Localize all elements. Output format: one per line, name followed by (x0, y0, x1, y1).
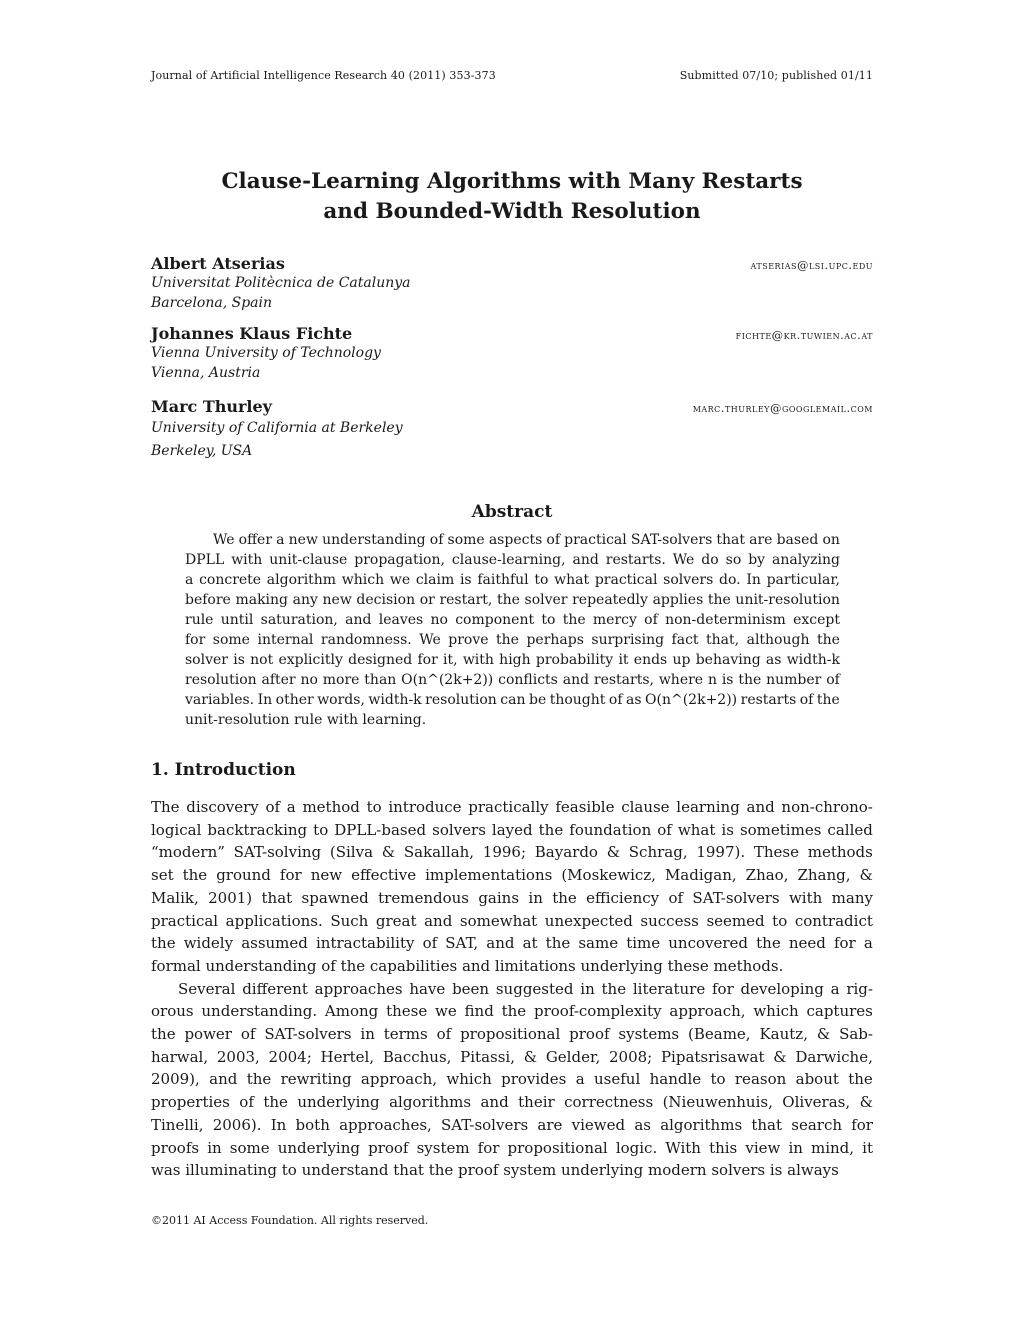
author-block-3 (151, 397, 873, 461)
text-line: variables. In other words, width-k resolution can be thought of as O(n^(2k+2)) restarts of the (185, 692, 840, 708)
author-affiliation: University of California at Berkeley (151, 420, 403, 436)
text-line: formal understanding of the capabilities and limitations underlying these methods. (151, 956, 784, 975)
text-line: orous understanding. Among these we find the proof-complexity approach, which captures (151, 1002, 873, 1021)
author-name: Albert Atserias (151, 254, 285, 273)
text-line: DPLL with unit-clause propagation, clause-learning, and restarts. We do so by analyzing (185, 552, 840, 568)
copyright-footer: ©2011 AI Access Foundation. All rights reserved. (151, 1214, 429, 1227)
author-location: Barcelona, Spain (151, 295, 273, 311)
text-line: set the ground for new effective implementations (Moskewicz, Madigan, Zhao, Zhang, & (151, 866, 873, 885)
text-line: resolution after no more than O(n^(2k+2)) conflicts and restarts, where n is the number of (185, 672, 840, 688)
text-line: the power of SAT-solvers in terms of propositional proof systems (Beame, Kautz, & Sab- (151, 1025, 873, 1044)
text-line: Tinelli, 2006). In both approaches, SAT-solvers are viewed as algorithms that search for (151, 1115, 873, 1134)
author-block-1 (151, 254, 873, 313)
introduction-body (151, 796, 873, 1182)
text-line: We offer a new understanding of some aspects of practical SAT-solvers that are based on (213, 532, 840, 548)
text-line: a concrete algorithm which we claim is faithful to what practical solvers do. In particular, (185, 572, 840, 588)
author-affiliation: Universitat Politècnica de Catalunya (151, 275, 411, 291)
text-line: unit-resolution rule with learning. (185, 712, 427, 728)
text-line: “modern” SAT-solving (Silva & Sakallah, 1996; Bayardo & Schrag, 1997). These methods (151, 843, 873, 862)
text-line: logical backtracking to DPLL-based solvers layed the foundation of what is sometimes called (151, 820, 873, 839)
author-affiliation: Vienna University of Technology (151, 345, 381, 361)
author-name: Marc Thurley (151, 397, 272, 416)
text-line: before making any new decision or restart, the solver repeatedly applies the unit-resolution (185, 592, 840, 608)
text-line: solver is not explicitly designed for it, with high probability it ends up behaving as width-k (185, 652, 840, 668)
text-line: Malik, 2001) that spawned tremendous gains in the efficiency of SAT-solvers with many (151, 888, 873, 907)
text-line: rule until saturation, and leaves no component to the mercy of non-determinism except (185, 612, 840, 628)
author-email: fichte@kr.tuwien.ac.at (735, 328, 873, 342)
text-line: harwal, 2003, 2004; Hertel, Bacchus, Pitassi, & Gelder, 2008; Pipatsrisawat & Darwiche, (151, 1047, 873, 1066)
author-location: Berkeley, USA (151, 443, 253, 459)
text-line: for some internal randomness. We prove the perhaps surprising fact that, although the (185, 632, 840, 648)
text-line: 2009), and the rewriting approach, which provides a useful handle to reason about the (151, 1070, 873, 1089)
text-line: properties of the underlying algorithms and their correctness (Nieuwenhuis, Oliveras, & (151, 1093, 873, 1112)
submission-dates: Submitted 07/10; published 01/11 (679, 69, 873, 82)
journal-citation: Journal of Artificial Intelligence Research 40 (2011) 353-373 (151, 69, 496, 82)
abstract-heading: Abstract (471, 502, 553, 522)
author-email: marc.thurley@googlemail.com (692, 401, 873, 415)
text-line: the widely assumed intractability of SAT, and at the same time uncovered the need for a (151, 934, 873, 953)
title-line-2: and Bounded-Width Resolution (323, 199, 701, 224)
text-line: practical applications. Such great and somewhat unexpected success seemed to contradict (151, 911, 873, 930)
text-line: Several different approaches have been suggested in the literature for developing a rig- (178, 979, 873, 998)
abstract-body (185, 530, 840, 730)
author-email: atserias@lsi.upc.edu (750, 258, 873, 272)
text-line: was illuminating to understand that the proof system underlying modern solvers is always (151, 1161, 839, 1180)
author-block-2 (151, 324, 873, 383)
section-heading-introduction: 1. Introduction (151, 760, 296, 780)
author-location: Vienna, Austria (151, 365, 261, 381)
text-line: The discovery of a method to introduce practically feasible clause learning and non-chrono- (151, 798, 873, 816)
paper-title (151, 167, 873, 227)
running-head (151, 69, 873, 82)
title-line-1: Clause-Learning Algorithms with Many Restarts (221, 169, 803, 194)
author-name: Johannes Klaus Fichte (151, 324, 353, 343)
text-line: proofs in some underlying proof system for propositional logic. With this view in mind, it (151, 1138, 873, 1157)
